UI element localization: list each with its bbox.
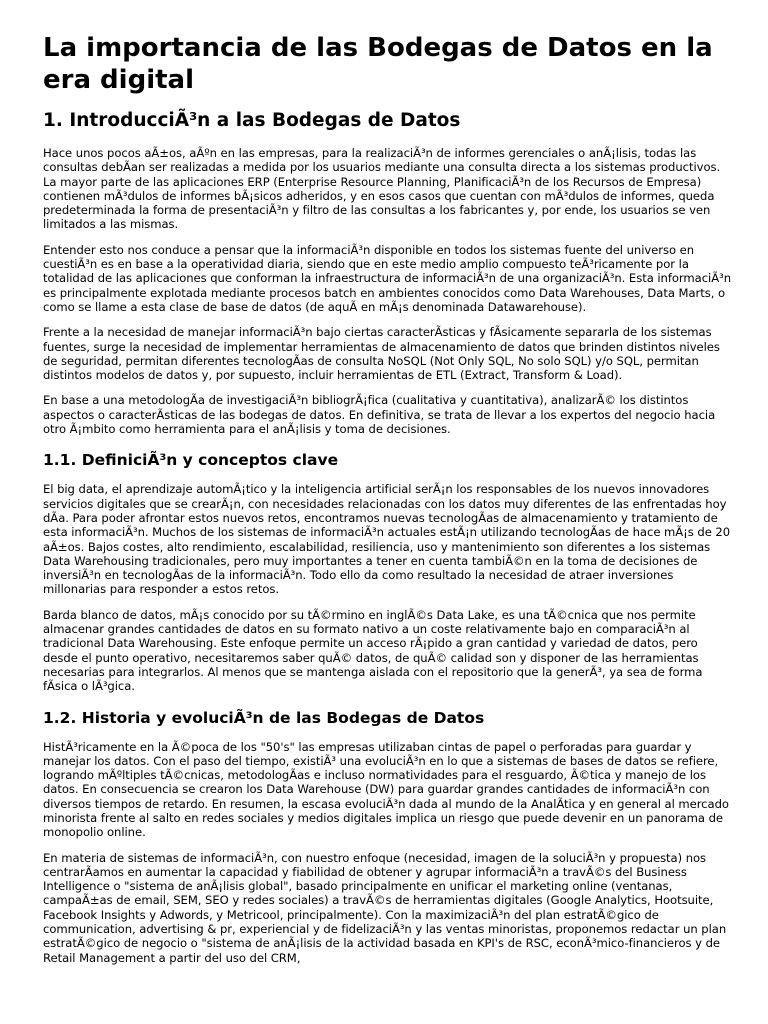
paragraph: En base a una metodologÃa de investigaciÃ³n bibliogrÃ¡fica (cualitativa y cuantitativa), analizarÃ© los distintos aspectos o caracterÃsticas de las bodegas de datos. En definitiva, se trata de llevar a los expertos del negocio hacia otro Ã¡mbito como herramienta para el anÃ¡lisis y toma de decisiones. <box>43 393 716 437</box>
paragraph: Frente a la necesidad de manejar informaciÃ³n bajo ciertas caracterÃsticas y fÃsicamente separarla de los sistemas fuentes, surge la necesidad de implementar herramientas de almacenamiento de datos que brinden distintos niveles de seguridad, permitan diferentes tecnologÃas de consulta NoSQL (Not Only SQL, No solo SQL) y/o SQL, permitan distintos modelos de datos y, por supuesto, incluir herramientas de ETL (Extract, Transform & Load). <box>43 325 720 383</box>
section-heading-introduccion: 1. IntroducciÃ³n a las Bodegas de Datos <box>43 110 461 131</box>
document-title: La importancia de las Bodegas de Datos en la era digital <box>43 33 713 95</box>
paragraph: El big data, el aprendizaje automÃ¡tico y la inteligencia artificial serÃ¡n los responsables de los nuevos innovadores servicios digitales que se crearÃ¡n, con necesidades relacionadas con los datos muy diferentes de las enfrentadas hoy dÃa. Para poder afrontar estos nuevos retos, encontramos nuevas tecnologÃas de almacenamiento y tratamiento de esta informaciÃ³n. Muchos de los sistemas de informaciÃ³n actuales estÃ¡n utilizando tecnologÃas de hace mÃ¡s de 20 aÃ±os. Bajos costes, alto rendimiento, escalabilidad, resiliencia, uso y mantenimiento son diferentes a los sistemas Data Warehousing tradicionales, pero muy importantes a tener en cuenta tambiÃ©n en la toma de decisiones de inversiÃ³n en tecnologÃas de la informaciÃ³n. Todo ello da como resultado la necesidad de atraer inversiones millonarias para responder a estos retos. <box>43 482 731 597</box>
subsection-heading-definicion: 1.1. DefiniciÃ³n y conceptos clave <box>43 451 339 470</box>
paragraph: Hace unos pocos aÃ±os, aÃºn en las empresas, para la realizaciÃ³n de informes gerenciales o anÃ¡lisis, todas las consultas debÃan ser realizadas a medida por los usuarios mediante una consulta directa a los sistemas productivos. La mayor parte de las aplicaciones ERP (Enterprise Resource Planning, PlanificaciÃ³n de los Recursos de Empresa) contienen mÃ³dulos de informes bÃ¡sicos adheridos, y en esos casos que cuentan con mÃ³dulos de informes, queda predeterminada la forma de presentaciÃ³n y filtro de las consultas a los fabricantes y, por ende, los usuarios se ven limitados a las mismas. <box>43 146 721 232</box>
paragraph: Barda blanco de datos, mÃ¡s conocido por su tÃ©rmino en inglÃ©s Data Lake, es una tÃ©cnica que nos permite almacenar grandes cantidades de datos en su formato nativo a un coste relativamente bajo en comparaciÃ³n al tradicional Data Warehousing. Este enfoque permite un acceso rÃ¡pido a gran cantidad y variedad de datos, pero desde el punto operativo, necesitaremos saber quÃ© datos, de quÃ© calidad son y disponer de las herramientas necesarias para integrarlos. Al menos que se mantenga aislada con el repositorio que la generÃ³, ya sea de forma fÃsica o lÃ³gica. <box>43 607 703 694</box>
paragraph: Entender esto nos conduce a pensar que la informaciÃ³n disponible en todos los sistemas fuente del universo en cuestiÃ³n es en base a la operatividad diaria, siendo que en este medio amplio compuesto teÃ³ricamente por la totalidad de las aplicaciones que conforman la infraestructura de informaciÃ³n de una organizaciÃ³n. Esta informaciÃ³n es principalmente explotada mediante procesos batch en ambientes conocidos como Data Warehouses, Data Marts, o como se llame a esta clase de base de datos (de aquÃ en mÃ¡s denominada Datawarehouse). <box>43 242 732 314</box>
paragraph: HistÃ³ricamente en la Ã©poca de los "50's" las empresas utilizaban cintas de papel o perforadas para guardar y manejar los datos. Con el paso del tiempo, existiÃ³ una evoluciÃ³n en lo que a sistemas de bases de datos se refiere, logrando mÃºltiples tÃ©cnicas, metodologÃas e incluso normatividades para el resguardo, Ã©tica y manejo de los datos. En consecuencia se crearon los Data Warehouse (DW) para guardar grandes cantidades de informaciÃ³n con diversos tiempos de retardo. En resumen, la escasa evoluciÃ³n dada al mundo de la AnalÃtica y en general al mercado minorista frente al salto en redes sociales y medios digitales implica un riesgo que puede devenir en un panorama de monopolio online. <box>43 739 729 840</box>
document-page <box>43 0 733 1024</box>
subsection-heading-historia: 1.2. Historia y evoluciÃ³n de las Bodegas de Datos <box>43 708 485 727</box>
paragraph: En materia de sistemas de informaciÃ³n, con nuestro enfoque (necesidad, imagen de la soluciÃ³n y propuesta) nos centrarÃamos en aumentar la capacidad y fiabilidad de obtener y agrupar informaciÃ³n a travÃ©s del Business Intelligence o "sistema de anÃ¡lisis global", basado principalmente en unificar el marketing online (ventanas, campaÃ±as de email, SEM, SEO y redes sociales) a travÃ©s de herramientas digitales (Google Analytics, Hootsuite, Facebook Insights y Adwords, y Metricool, principalmente). Con la maximizaciÃ³n del plan estratÃ©gico de communication, advertising & pr, experiencial y de fidelizaciÃ³n y las ventas minoristas, proponemos redactar un plan estratÃ©gico de negocio o "sistema de anÃ¡lisis de la actividad basada en KPI's de RSC, econÃ³mico-financieros y de Retail Management a partir del uso del CRM, <box>43 850 727 965</box>
